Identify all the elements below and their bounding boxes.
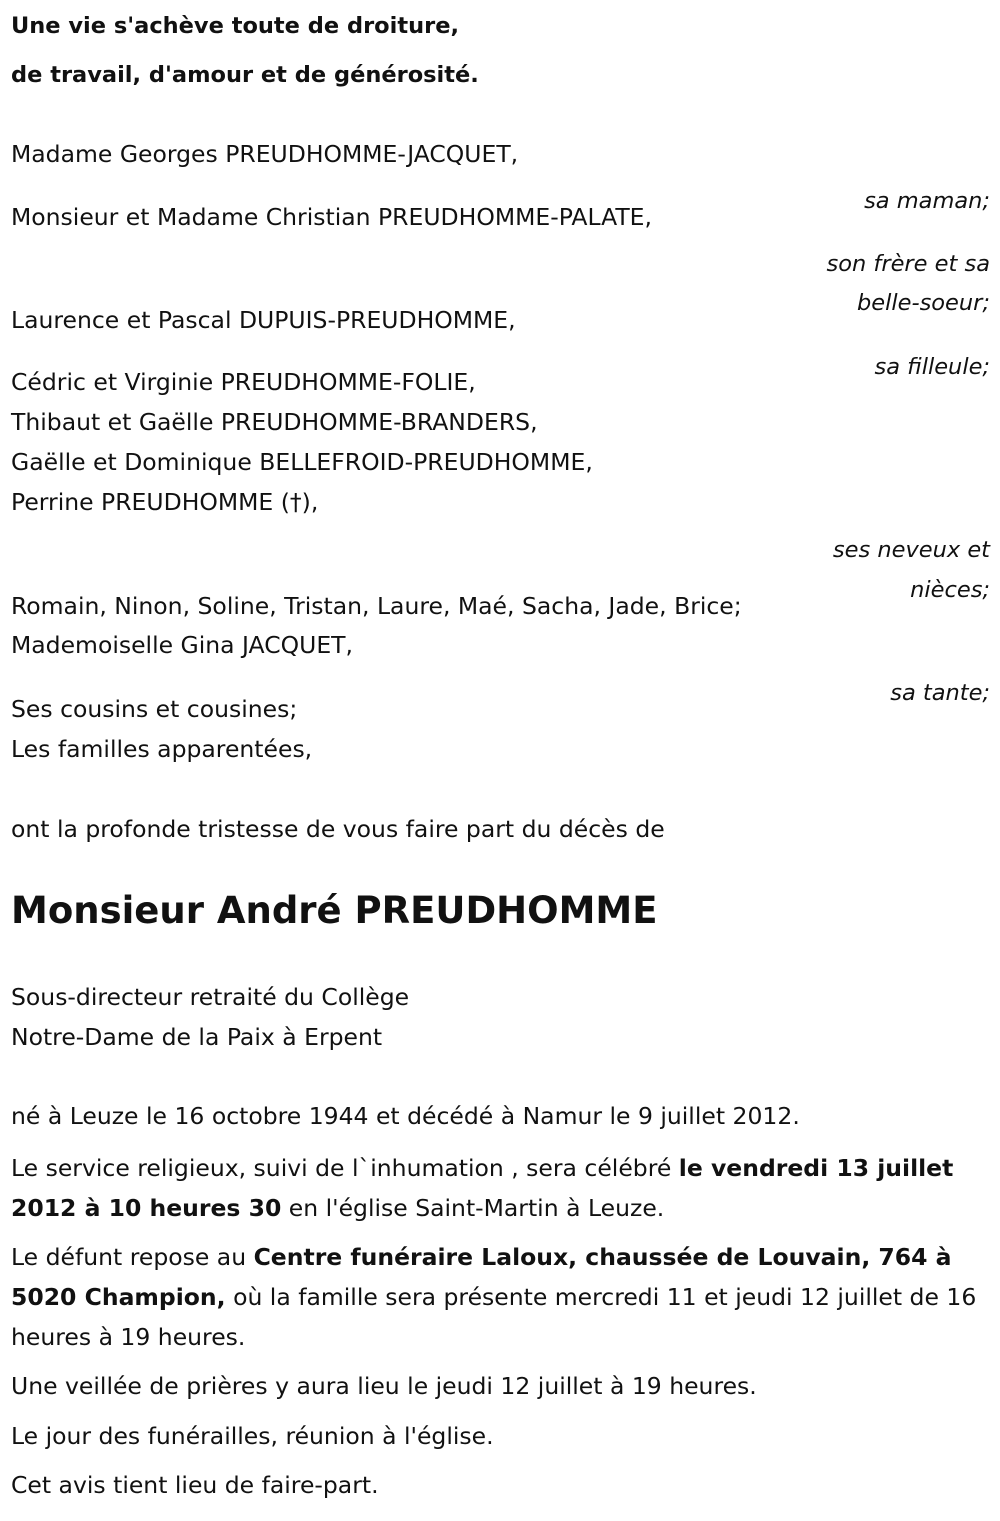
repose-text: Le défunt repose au (11, 1243, 254, 1271)
repose-paragraph (11, 1237, 986, 1357)
deceased-title-line-2: Notre-Dame de la Paix à Erpent (11, 1023, 383, 1051)
deceased-name: Monsieur André PREUDHOMME (11, 889, 658, 932)
epigraph-line-1: Une vie s'achève toute de droiture, (11, 13, 460, 39)
vigil-line: Une veillée de prières y aura lieu le jeudi 12 juillet à 19 heures. (11, 1372, 757, 1400)
nephews-role-line-1: ses neveux et (832, 536, 990, 563)
meeting-line: Le jour des funérailles, réunion à l'église. (11, 1422, 494, 1450)
aunt-role: sa tante; (890, 679, 990, 706)
brother-role-line-1: son frère et sa (826, 250, 990, 277)
repose-hours: où la famille sera présente mercredi 11 et jeudi 12 juillet de 16 heures à 19 heures. (11, 1283, 977, 1351)
service-text: Le service religieux, suivi de l`inhumation , sera célébré (11, 1154, 679, 1182)
birth-death-line: né à Leuze le 16 octobre 1944 et décédé à Namur le 9 juillet 2012. (11, 1102, 800, 1130)
aunt-name: Mademoiselle Gina JACQUET, (11, 631, 354, 659)
goddaughter-name: Laurence et Pascal DUPUIS-PREUDHOMME, (11, 306, 516, 334)
nephew-line: Thibaut et Gaëlle PREUDHOMME-BRANDERS, (11, 408, 538, 436)
service-date: le vendredi 13 juillet 2012 à 10 heures 30 (11, 1154, 954, 1222)
brother-role-line-2: belle-soeur; (856, 289, 990, 316)
service-paragraph (11, 1148, 986, 1228)
nephew-line: Perrine PREUDHOMME (†), (11, 488, 319, 516)
goddaughter-role: sa filleule; (874, 353, 990, 380)
announcement-text: ont la profonde tristesse de vous faire part du décès de (11, 815, 665, 843)
cousins-line: Ses cousins et cousines; (11, 695, 298, 723)
mother-role: sa maman; (864, 187, 990, 214)
notice-line: Cet avis tient lieu de faire-part. (11, 1471, 379, 1499)
nephew-line: Cédric et Virginie PREUDHOMME-FOLIE, (11, 368, 476, 396)
brother-name: Monsieur et Madame Christian PREUDHOMME-PALATE, (11, 203, 652, 231)
nephews-role-line-2: nièces; (910, 576, 990, 603)
epigraph-line-2: de travail, d'amour et de générosité. (11, 62, 479, 88)
deceased-title-line-1: Sous-directeur retraité du Collège (11, 983, 410, 1011)
repose-location: Centre funéraire Laloux, chaussée de Louvain, 764 à 5020 Champion, (11, 1243, 952, 1311)
service-place: en l'église Saint-Martin à Leuze. (281, 1194, 665, 1222)
mother-name: Madame Georges PREUDHOMME-JACQUET, (11, 140, 519, 168)
nephew-line: Gaëlle et Dominique BELLEFROID-PREUDHOMME, (11, 448, 593, 476)
families-line: Les familles apparentées, (11, 735, 313, 763)
grandnephews-line: Romain, Ninon, Soline, Tristan, Laure, Maé, Sacha, Jade, Brice; (11, 592, 742, 620)
